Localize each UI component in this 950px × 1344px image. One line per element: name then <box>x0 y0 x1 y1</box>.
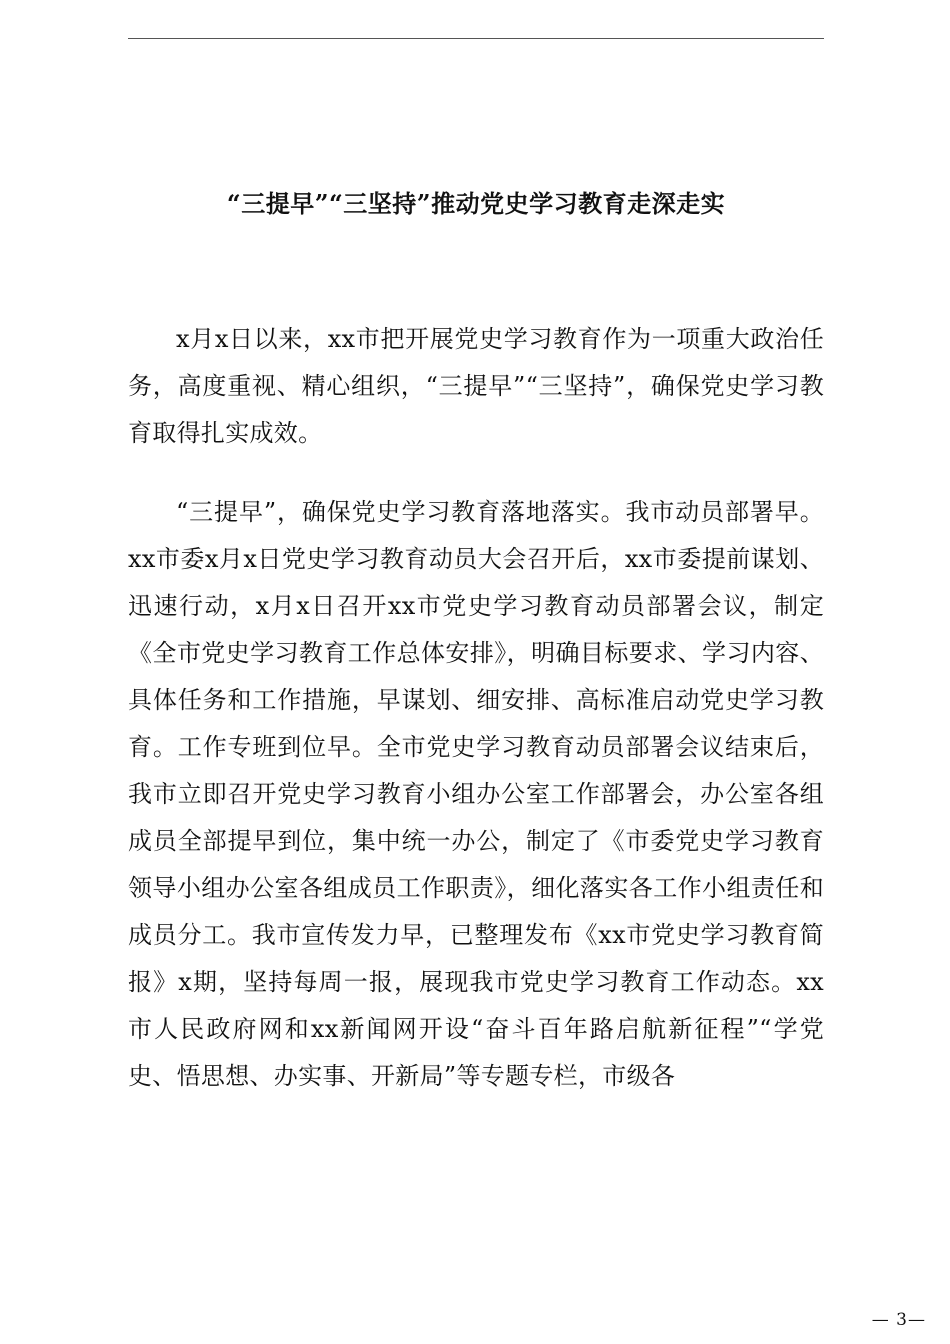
paragraph-three-early: “三提早”，确保党史学习教育落地落实。我市动员部署早。xx市委x月x日党史学习教育动员大会召开后，xx市委提前谋划、迅速行动，x月x日召开xx市党史学习教育动员部署会议，制定《全市党史学习教育工作总体安排》，明确目标要求、学习内容、具体任务和工作措施，早谋划、细安排、高标准启动党史学习教育。工作专班到位早。全市党史学习教育动员部署会议结束后，我市立即召开党史学习教育小组办公室工作部署会，办公室各组成员全部提早到位，集中统一办公，制定了《市委党史学习教育领导小组办公室各组成员工作职责》，细化落实各工作小组责任和成员分工。我市宣传发力早，已整理发布《xx市党史学习教育简报》x期，坚持每周一报，展现我市党史学习教育工作动态。xx市人民政府网和xx新闻网开设“奋斗百年路启航新征程”“学党史、悟思想、办实事、开新局”等专题专栏，市级各 <box>128 498 824 1090</box>
document-title: “三提早”“三坚持”推动党史学习教育走深走实 <box>226 189 726 218</box>
page-number: — 3— <box>871 1310 926 1330</box>
header-rule <box>128 38 824 39</box>
paragraph-intro: x月x日以来，xx市把开展党史学习教育作为一项重大政治任务，高度重视、精心组织，“三提早”“三坚持”，确保党史学习教育取得扎实成效。 <box>128 325 824 447</box>
